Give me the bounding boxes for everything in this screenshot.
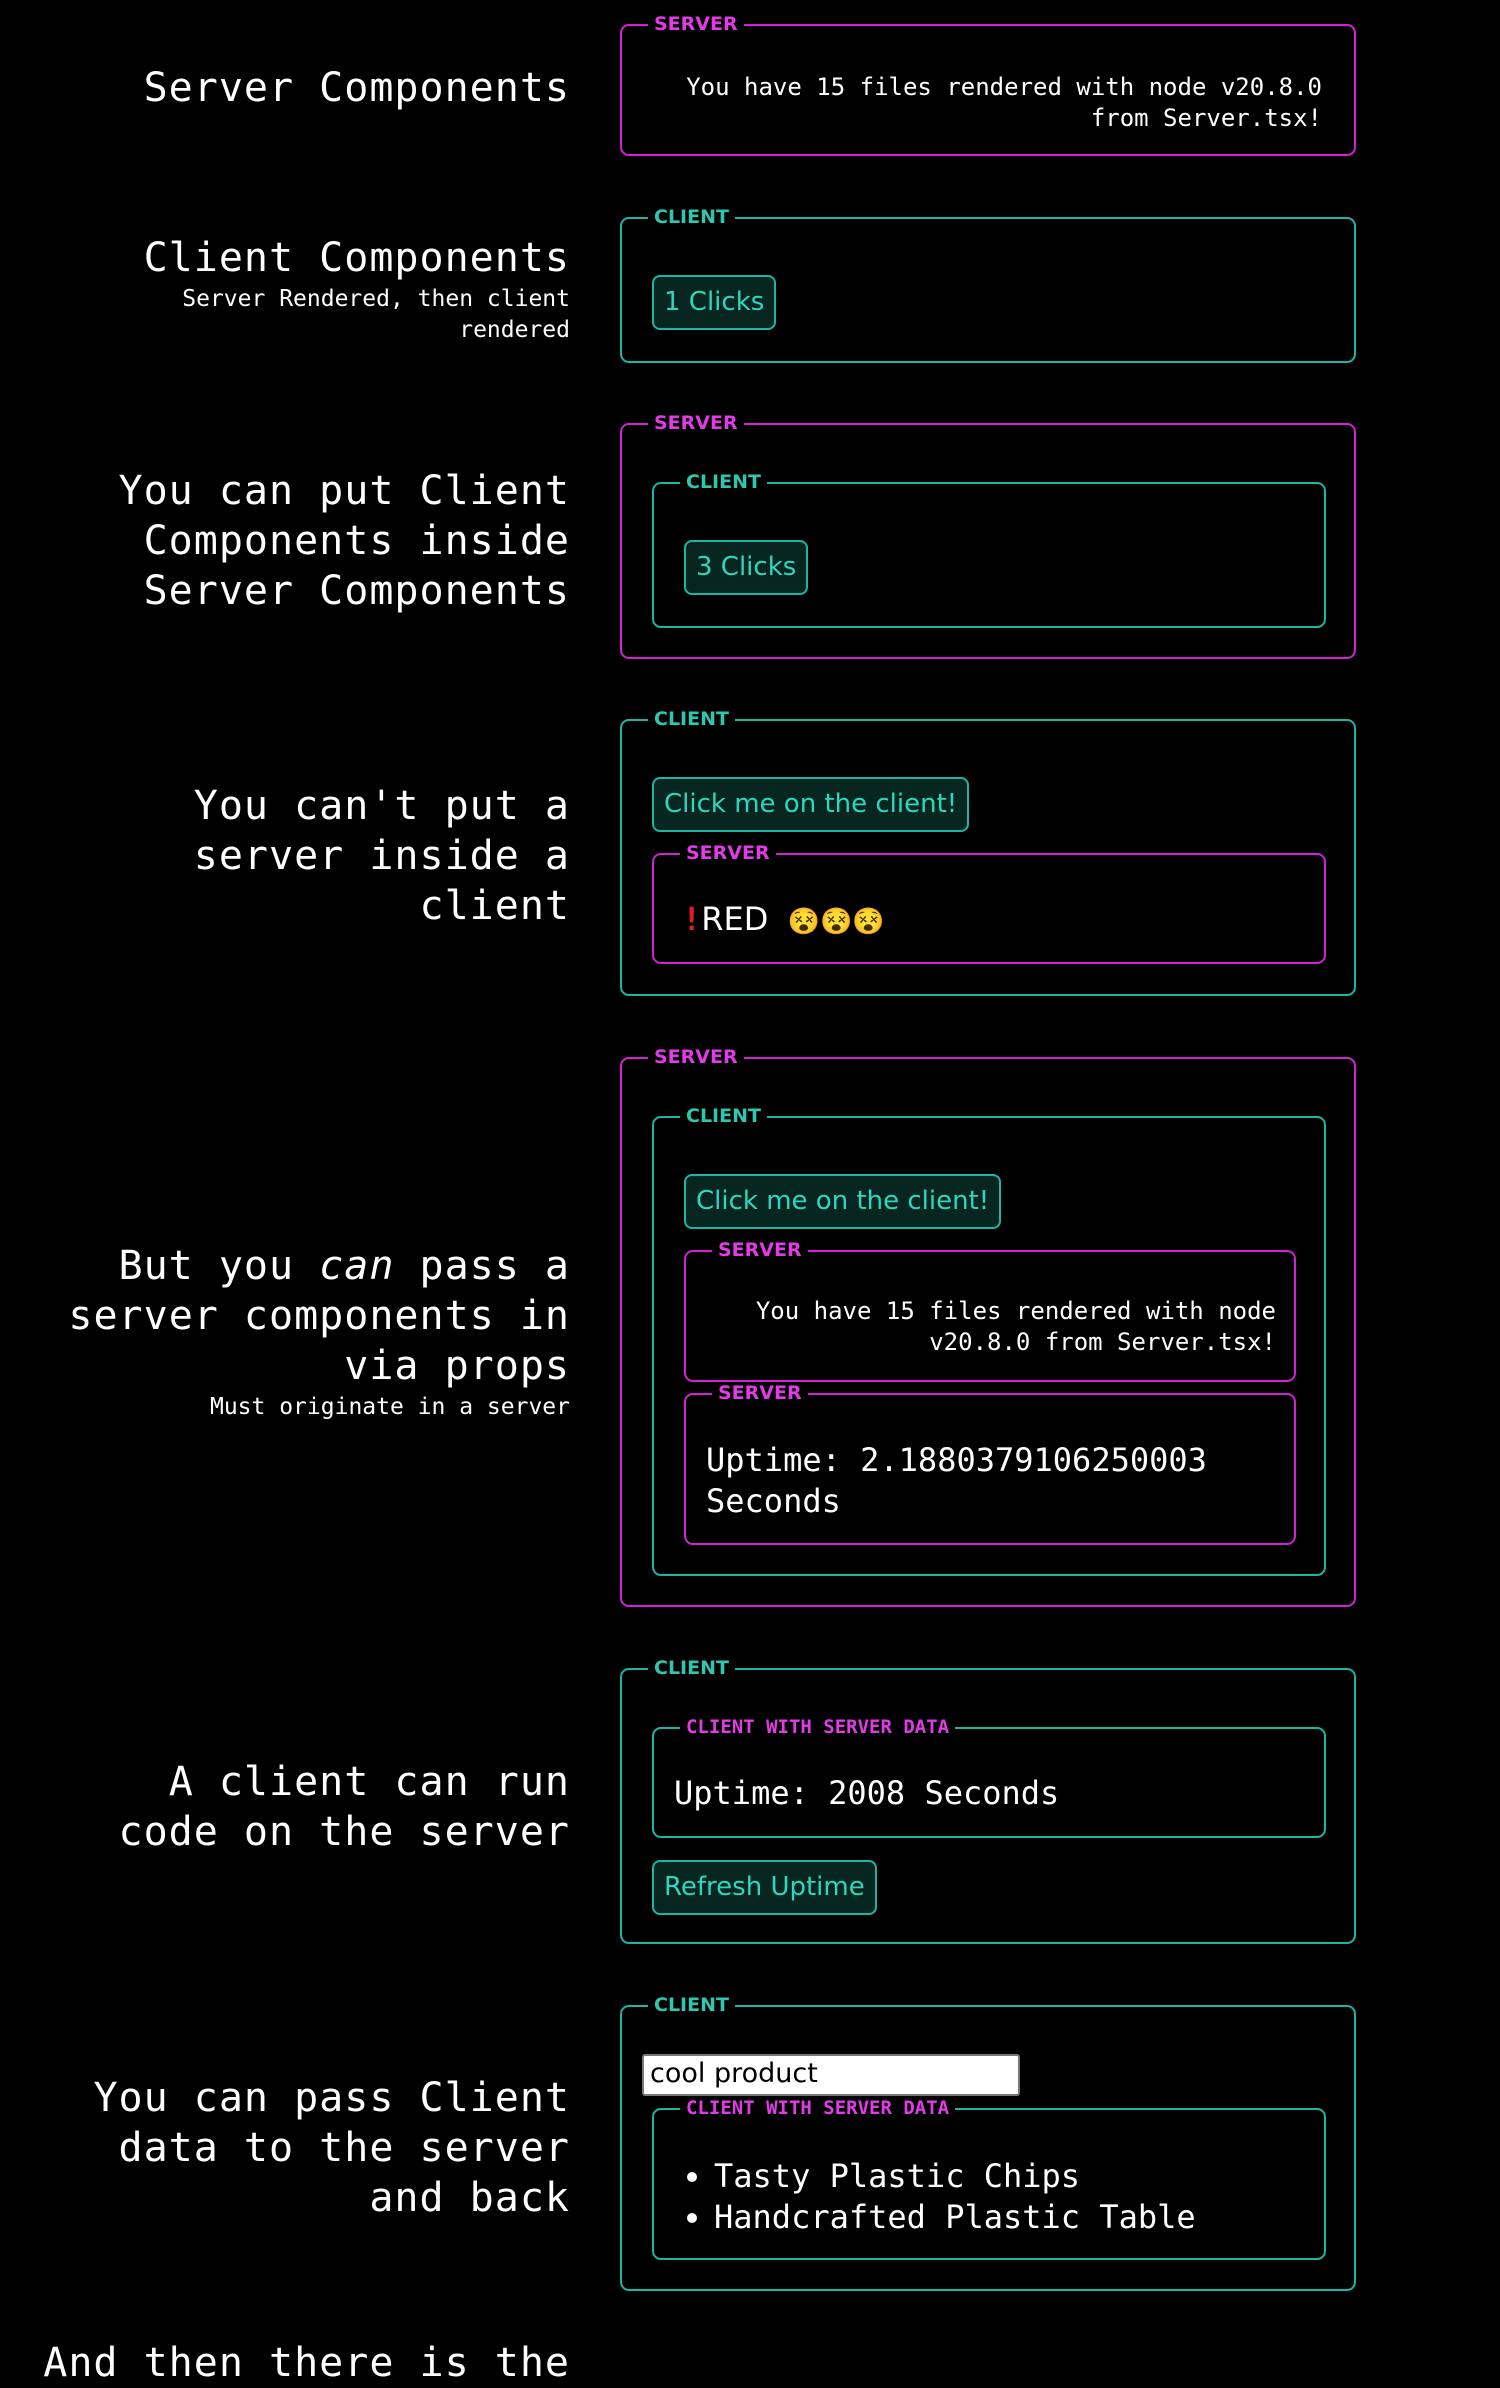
server-legend: SERVER [712,1239,808,1261]
server-message: You have 15 files rendered with node v20.8.0 from Server.tsx! [755,1297,1276,1356]
client-legend: CLIENT [680,471,767,493]
server-box [684,1382,1296,1545]
client-legend: CLIENT [648,708,735,730]
click-me-client-button[interactable]: Click me on the client! [684,1174,1001,1229]
section-subheading: Must originate in a server [209,1394,570,1420]
client-legend: CLIENT [648,1657,735,1679]
client-box [620,708,1356,996]
product-search-input[interactable]: cool product [642,2054,1020,2096]
uptime-text: Uptime: 2.1880379106250003 Seconds [706,1441,1207,1520]
server-box [620,13,1356,156]
section-heading-client-run-server: A client can run code on the server [118,1759,570,1855]
client-with-server-data-legend: CLIENT WITH SERVER DATA [680,1716,955,1738]
client-box [652,471,1326,628]
server-box [652,842,1326,964]
click-counter-button[interactable]: 1 Clicks [652,275,776,330]
client-with-server-data-box [652,2097,1326,2260]
client-legend: CLIENT [680,1105,767,1127]
client-box [652,1105,1326,1576]
click-counter-button[interactable]: 3 Clicks [684,540,808,595]
server-legend: SERVER [648,13,744,35]
server-box [620,1046,1356,1607]
exclamation-icon: ! [682,900,702,938]
client-box [620,206,1356,363]
section-heading-partial: And then there is the [43,2340,570,2386]
client-box [620,1994,1356,2291]
section-heading-client-in-server: You can put Client Components inside Server Components [118,468,570,614]
product-list [654,2156,1254,2238]
section-subheading: Server Rendered, then client rendered [182,286,570,343]
red-text [682,899,885,943]
list-item: • Tasty Plastic Chips [714,2156,1254,2197]
list-item: • Handcrafted Plastic Table [714,2197,1254,2238]
section-heading-server-via-props [60,1241,570,1391]
server-legend: SERVER [648,1046,744,1068]
uptime-text: Uptime: 2008 Seconds [674,1774,1060,1812]
server-message: You have 15 files rendered with node v20.8.0 from Server.tsx! [686,73,1322,132]
server-legend: SERVER [680,842,776,864]
click-me-client-button[interactable]: Click me on the client! [652,777,969,832]
section-heading-pass-client-data: You can pass Client data to the server and back [93,2075,570,2221]
dizzy-face-icon: 😵😵😵 [787,907,885,937]
refresh-uptime-button[interactable]: Refresh Uptime [652,1860,877,1915]
heading-post: pass a server components in via props [68,1243,570,1389]
client-legend: CLIENT [648,206,735,228]
server-box [684,1239,1296,1382]
server-box [620,412,1356,659]
section-heading-client-components: Client Components [143,235,570,281]
client-with-server-data-box [652,1716,1326,1838]
server-legend: SERVER [712,1382,808,1404]
section-heading-server-in-client: You can't put a server inside a client [193,783,570,929]
section-heading-server-components: Server Components [143,65,570,111]
client-legend: CLIENT [648,1994,735,2016]
heading-pre: But you [118,1243,320,1289]
client-with-server-data-legend: CLIENT WITH SERVER DATA [680,2097,955,2119]
red-label: RED [701,900,769,938]
server-legend: SERVER [648,412,744,434]
client-box [620,1657,1356,1944]
heading-emphasis: can [319,1243,395,1289]
